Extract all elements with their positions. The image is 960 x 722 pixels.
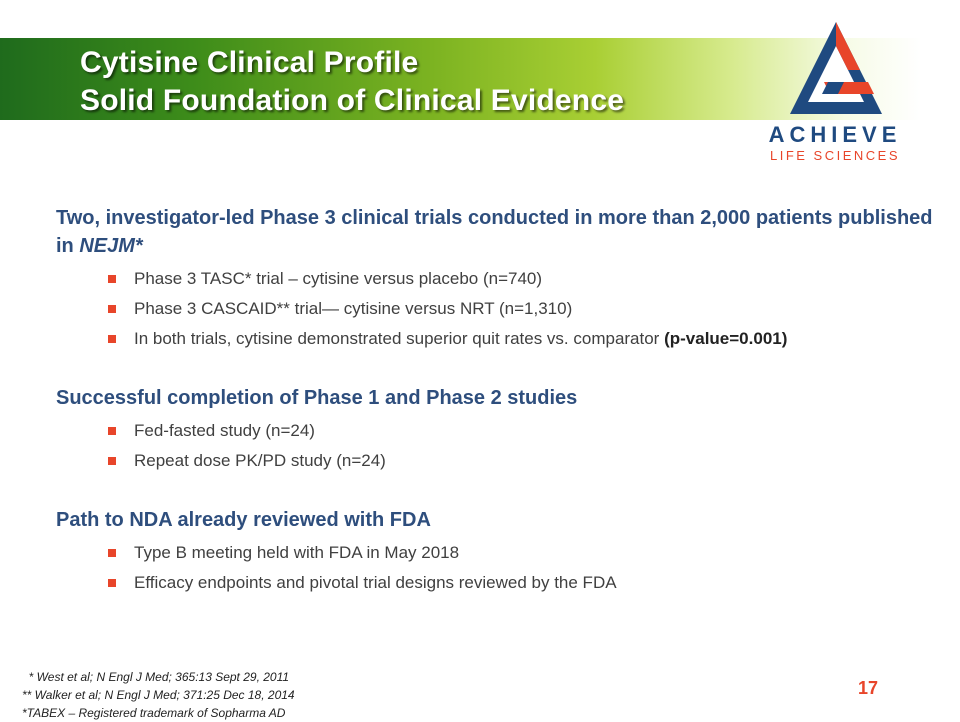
logo-wordmark: ACHIEVE bbox=[768, 122, 902, 147]
logo-subtitle: LIFE SCIENCES bbox=[769, 148, 901, 163]
bullet-item bbox=[108, 446, 936, 476]
bullet-text: Fed-fasted study (n=24) bbox=[134, 421, 315, 440]
section-heading: Successful completion of Phase 1 and Phase 2 studies bbox=[56, 387, 578, 409]
bullet-item bbox=[108, 264, 936, 294]
bullet-item bbox=[108, 568, 936, 598]
footnote: * West et al; N Engl J Med; 365:13 Sept 29, 2011 bbox=[22, 670, 290, 684]
bullet-text: Repeat dose PK/PD study (n=24) bbox=[134, 451, 386, 470]
bullet-item bbox=[108, 294, 936, 324]
bullet-list bbox=[56, 416, 936, 476]
bullet-list bbox=[56, 264, 936, 354]
footnote: ** Walker et al; N Engl J Med; 371:25 Dec 18, 2014 bbox=[22, 688, 295, 702]
company-logo bbox=[760, 20, 910, 165]
section-heading bbox=[56, 204, 936, 260]
bullet-bold-text: (p-value=0.001) bbox=[664, 329, 788, 348]
title-line-2: Solid Foundation of Clinical Evidence bbox=[80, 84, 625, 117]
section-heading: Path to NDA already reviewed with FDA bbox=[56, 509, 431, 531]
heading-emphasis: NEJM* bbox=[79, 235, 143, 257]
bullet-text: Phase 3 TASC* trial – cytisine versus placebo (n=740) bbox=[134, 269, 543, 288]
bullet-item bbox=[108, 416, 936, 446]
section-phase3-trials bbox=[56, 204, 936, 354]
footnotes bbox=[22, 668, 295, 722]
page-number: 17 bbox=[858, 678, 879, 698]
bullet-text: In both trials, cytisine demonstrated superior quit rates vs. comparator bbox=[134, 329, 665, 348]
heading-text: Two, investigator-led Phase 3 clinical trials conducted in more than 2,000 patients published in bbox=[56, 207, 933, 257]
bullet-list bbox=[56, 538, 936, 598]
footnote: *TABEX – Registered trademark of Sopharma AD bbox=[22, 706, 286, 720]
section-phase1-2-studies bbox=[56, 384, 936, 476]
bullet-text: Phase 3 CASCAID** trial— cytisine versus NRT (n=1,310) bbox=[134, 299, 573, 318]
bullet-item bbox=[108, 324, 936, 354]
bullet-text: Efficacy endpoints and pivotal trial designs reviewed by the FDA bbox=[134, 573, 617, 592]
section-nda-path bbox=[56, 506, 936, 598]
bullet-text: Type B meeting held with FDA in May 2018 bbox=[134, 543, 460, 562]
title-line-1: Cytisine Clinical Profile bbox=[80, 46, 419, 79]
slide-title bbox=[80, 44, 624, 120]
achieve-triangle-logo-icon bbox=[788, 20, 884, 118]
slide-content bbox=[56, 204, 936, 628]
bullet-item bbox=[108, 538, 936, 568]
